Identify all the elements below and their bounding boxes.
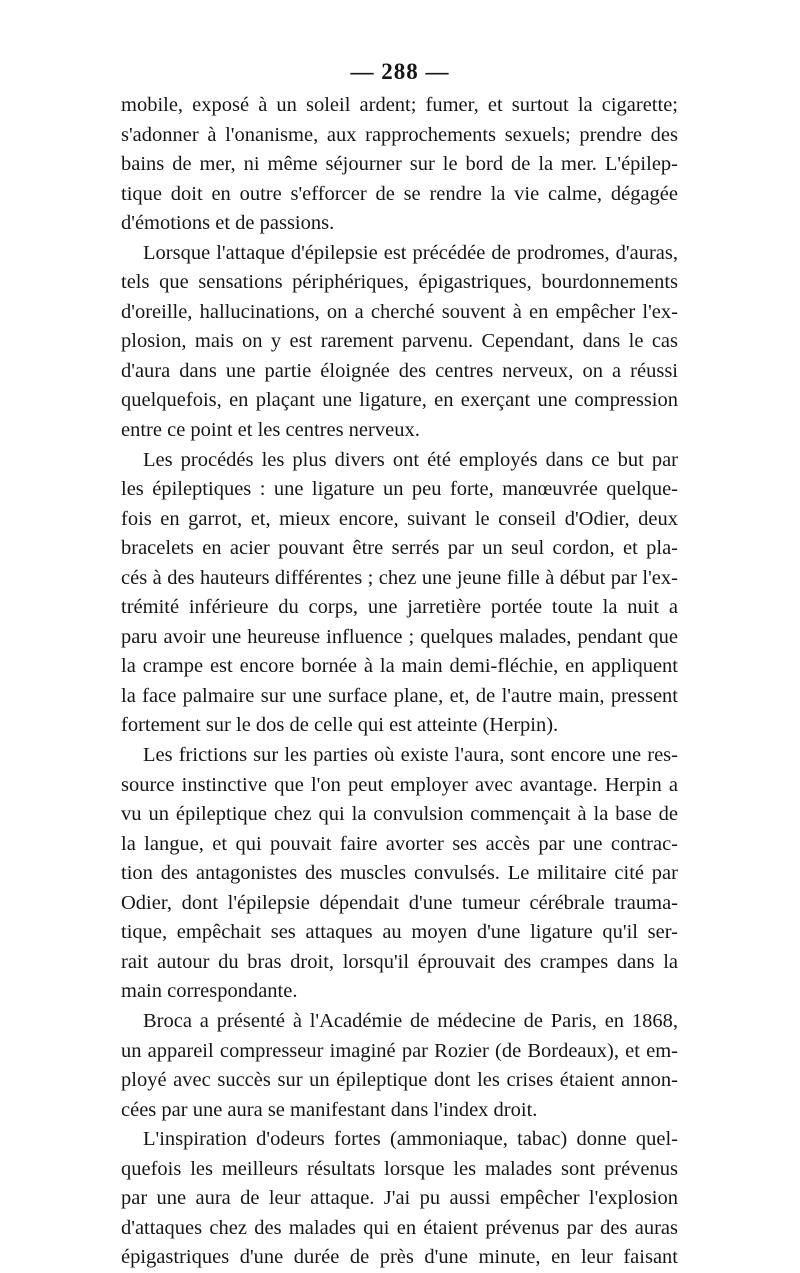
text-line: tique, empêchait ses attaques au moyen d'une ligature qu'il ser- [121, 921, 678, 944]
text-line: rait autour du bras droit, lorsqu'il éprouvait des crampes dans la [121, 950, 678, 973]
text-line: d'émotions et de passions. [121, 212, 335, 235]
text-line: trémité inférieure du corps, une jarretière portée toute la nuit a [121, 596, 678, 619]
text-line: épigastriques d'une durée de près d'une minute, en leur faisant [121, 1246, 678, 1269]
page-number: — 288 — [350, 59, 450, 84]
text-line: source instinctive que l'on peut employer avec avantage. Herpin a [121, 773, 678, 796]
text-line: d'oreille, hallucinations, on a cherché souvent à en empêcher l'ex- [121, 300, 678, 323]
text-line: Broca a présenté à l'Académie de médecine de Paris, en 1868, [143, 1009, 678, 1032]
text-line: entre ce point et les centres nerveux. [121, 419, 420, 442]
text-line: un appareil compresseur imaginé par Rozier (de Bordeaux), et em- [121, 1039, 678, 1062]
text-line: cés à des hauteurs différentes ; chez une jeune fille à début par l'ex- [121, 566, 678, 589]
text-line: la crampe est encore bornée à la main demi-fléchie, en appliquent [121, 655, 678, 678]
text-line: tels que sensations périphériques, épigastriques, bourdonnements [121, 271, 678, 294]
text-line: bains de mer, ni même séjourner sur le bord de la mer. L'épilep- [121, 153, 678, 176]
text-line: Les procédés les plus divers ont été employés dans ce but par [143, 448, 678, 471]
text-line: Lorsque l'attaque d'épilepsie est précédée de prodromes, d'auras, [143, 241, 678, 264]
text-line: s'adonner à l'onanisme, aux rapprochements sexuels; prendre des [121, 123, 678, 146]
text-line: Odier, dont l'épilepsie dépendait d'une tumeur cérébrale trauma- [121, 891, 678, 914]
text-line: tion des antagonistes des muscles convulsés. Le militaire cité par [121, 862, 678, 885]
text-line: ployé avec succès sur un épileptique dont les crises étaient annon- [121, 1069, 678, 1092]
text-line: mobile, exposé à un soleil ardent; fumer, et surtout la cigarette; [121, 94, 678, 116]
text-line: d'attaques chez des malades qui en étaient prévenus par des auras [121, 1216, 678, 1239]
text-line: quelquefois, en plaçant une ligature, en exerçant une compression [121, 389, 678, 412]
text-line: la langue, et qui pouvait faire avorter ses accès par une contrac- [121, 832, 678, 855]
text-line: fois en garrot, et, mieux encore, suivant le conseil d'Odier, deux [121, 507, 678, 530]
text-line: cées par une aura se manifestant dans l'index droit. [121, 1098, 538, 1121]
text-line: fortement sur le dos de celle qui est atteinte (Herpin). [121, 714, 559, 737]
text-line: L'inspiration d'odeurs fortes (ammoniaque, tabac) donne quel- [143, 1128, 678, 1151]
text-line: plosion, mais on y est rarement parvenu. Cependant, dans le cas [121, 330, 678, 353]
text-line: par une aura de leur attaque. J'ai pu aussi empêcher l'explosion [121, 1187, 678, 1210]
text-line: vu un épileptique chez qui la convulsion commençait à la base de [121, 803, 678, 826]
text-line: la face palmaire sur une surface plane, et, de l'autre main, pressent [121, 684, 678, 707]
text-line: paru avoir une heureuse influence ; quelques malades, pendant que [121, 625, 678, 648]
text-line: d'aura dans une partie éloignée des centres nerveux, on a réussi [121, 359, 678, 382]
text-line: quefois les meilleurs résultats lorsque les malades sont prévenus [121, 1157, 678, 1180]
text-line: main correspondante. [121, 980, 298, 1003]
body-text [121, 91, 678, 1273]
text-line: les épileptiques : une ligature un peu forte, manœuvrée quelque- [121, 478, 678, 501]
text-line: tique doit en outre s'efforcer de se rendre la vie calme, dégagée [121, 182, 678, 205]
text-line: Les frictions sur les parties où existe l'aura, sont encore une res- [143, 744, 678, 767]
text-line: bracelets en acier pouvant être serrés par un seul cordon, et pla- [121, 537, 678, 560]
